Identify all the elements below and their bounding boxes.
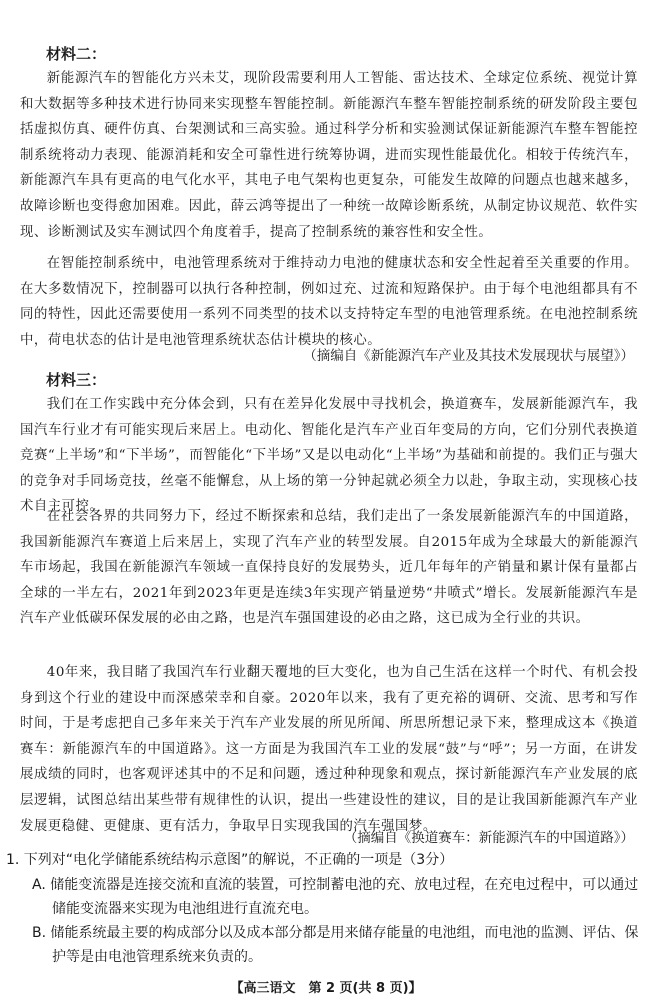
question-1-option-a: A. 储能变流器是连接交流和直流的装置，可控制蓄电池的充、放电过程，在充电过程中，可以通过储能变流器来实现为电池组进行直流充电。 [32, 877, 639, 917]
material-3-paragraph-2: 在社会各界的共同努力下，经过不断探索和总结，我们走出了一条发展新能源汽车的中国道路，我国新能源汽车赛道上后来居上，实现了汽车产业的转型发展。自2015年成为全球最大的新能源汽车市场起，我国在新能源汽车领域一直保持良好的发展势头，近几年每年的产销量和累计保有量都占全球的一半左右，2021年到2023年更是连续3年实现产销量逆势“井喷式”增长。发展新能源汽车是汽车产业低碳环保发展的必由之路，也是汽车强国建设的必由之路，这已成为全行业的共识。 [20, 509, 638, 627]
material-2-paragraph-1: 新能源汽车的智能化方兴未艾，现阶段需要利用人工智能、雷达技术、全球定位系统、视觉计算和大数据等多种技术进行协同来实现整车智能控制。新能源汽车整车智能控制系统的研发阶段主要包括虚拟仿真、硬件仿真、台架测试和三高实验。通过科学分析和实验测试保证新能源汽车整车智能控制系统将动力表现、能源消耗和安全可靠性进行统筹协调，进而实现性能最优化。相较于传统汽车，新能源汽车具有更高的电气化水平，其电子电气架构也更复杂，可能发生故障的问题点也越来越多，故障诊断也变得愈加困难。因此，薛云鸿等提出了一种统一故障诊断系统，从制定协议规范、软件实现、诊断测试及实车测试四个角度着手，提高了控制系统的兼容性和安全性。 [20, 71, 638, 240]
material-3-paragraph-3: 40年来，我目睹了我国汽车行业翻天覆地的巨大变化，也为自己生活在这样一个时代、有机会投身到这个行业的建设中而深感荣幸和自豪。2020年以来，我有了更充裕的调研、交流、思考和写作时间，于是考虑把自己多年来关于汽车产业发展的所见所闻、所思所想记录下来，整理成这本《换道赛车：新能源汽车的中国道路》。这一方面是为我国汽车工业的发展“鼓”与“呼”；另一方面，在讲发展成绩的同时，也客观评述其中的不足和问题，透过种种现象和观点，探讨新能源汽车产业发展的底层逻辑，试图总结出某些带有规律性的认识，提出一些建设性的建议，目的是让我国新能源汽车产业发展更稳健、更健康、更有活力，争取早日实现我国的汽车强国梦。 [20, 665, 638, 834]
question-1-stem: 1. 下列对“电化学储能系统结构示意图”的解说，不正确的一项是（3分） [6, 852, 454, 868]
material-2-paragraph-2: 在智能控制系统中，电池管理系统对于维持动力电池的健康状态和安全性起着至关重要的作用。在大多数情况下，控制器可以执行各种控制，例如过充、过流和短路保护。由于每个电池组都具有不同的特性，因此还需要使用一系列不同类型的技术以支持特定车型的电池管理系统。在电池控制系统中，荷电状态的估计是电池管理系统状态估计模块的核心。 [20, 256, 638, 348]
page-footer: 【高三语文 第 2 页(共 8 页)】 [230, 981, 422, 996]
material-3-source: （摘编自《换道赛车：新能源汽车的中国道路》） [343, 830, 634, 846]
material-3-paragraph-1: 我们在工作实践中充分体会到，只有在差异化发展中寻找机会，换道赛车，发展新能源汽车，我国汽车行业才有可能实现后来居上。电动化、智能化是汽车产业百年变局的方向，它们分别代表换道竞赛“上半场”和“下半场”，而智能化“下半场”又是以电动化“上半场”为基础和前提的。我们正与强大的竞争对手同场竞技，丝毫不能懈怠，从上场的第一分钟起就必须全力以赴，争取主动，实现核心技术自主可控。 [20, 397, 638, 515]
question-1-option-b: B. 储能系统最主要的构成部分以及成本部分都是用来储存能量的电池组，而电池的监测、评估、保护等是由电池管理系统来负责的。 [32, 925, 639, 965]
material-2-source: （摘编自《新能源汽车产业及其技术发展现状与展望》） [303, 348, 634, 364]
material-3-heading: 材料三： [46, 371, 107, 389]
material-2-heading: 材料二： [46, 45, 107, 63]
